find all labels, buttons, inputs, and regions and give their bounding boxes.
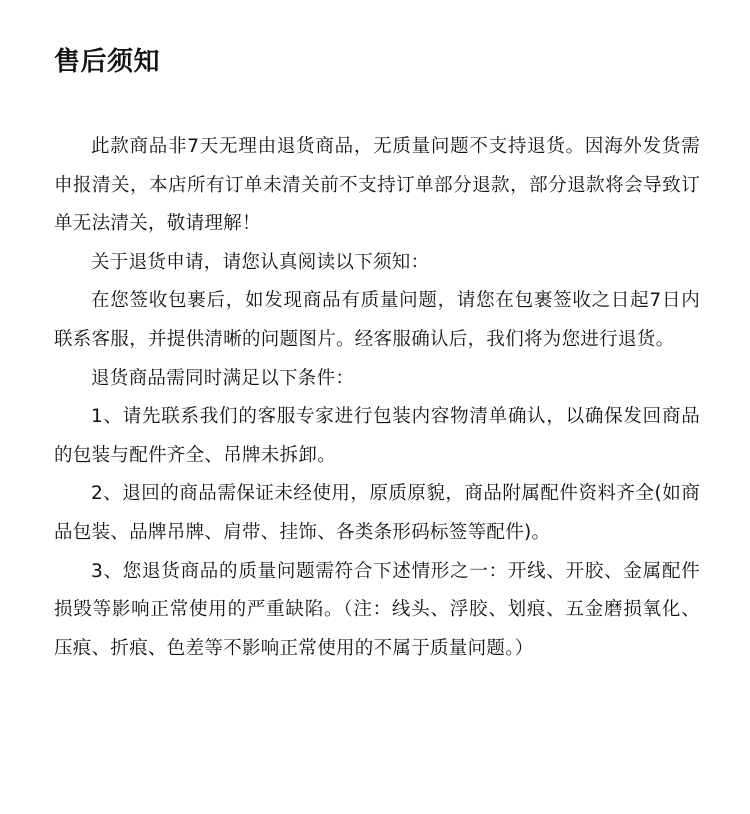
page-title: 售后须知 [54,47,161,77]
paragraph-return-intro: 关于退货申请，请您认真阅读以下须知： [91,251,430,273]
paragraph-quality-claim: 在您签收包裹后，如发现商品有质量问题，请您在包裹签收之日起7日内联系客服，并提供清晰的问题图片。经客服确认后，我们将为您进行退货。 [54,290,700,350]
condition-item-1: 1、请先联系我们的客服专家进行包装内容物清单确认，以确保发回商品的包装与配件齐全、吊牌未拆卸。 [54,406,700,466]
condition-item-2: 2、退回的商品需保证未经使用，原质原貌，商品附属配件资料齐全(如商品包装、品牌吊牌、肩带、挂饰、各类条形码标签等配件)。 [54,483,700,543]
notice-body [54,128,700,668]
paragraph-conditions-heading: 退货商品需同时满足以下条件： [91,367,355,389]
paragraph-return-policy: 此款商品非7天无理由退货商品，无质量问题不支持退货。因海外发货需申报清关，本店所有订单未清关前不支持订单部分退款，部分退款将会导致订单无法清关，敬请理解！ [54,136,700,235]
condition-item-3: 3、您退货商品的质量问题需符合下述情形之一：开线、开胶、金属配件损毁等影响正常使用的严重缺陷。（注：线头、浮胶、划痕、五金磨损氧化、压痕、折痕、色差等不影响正常使用的不属于质量问题。） [54,560,700,659]
